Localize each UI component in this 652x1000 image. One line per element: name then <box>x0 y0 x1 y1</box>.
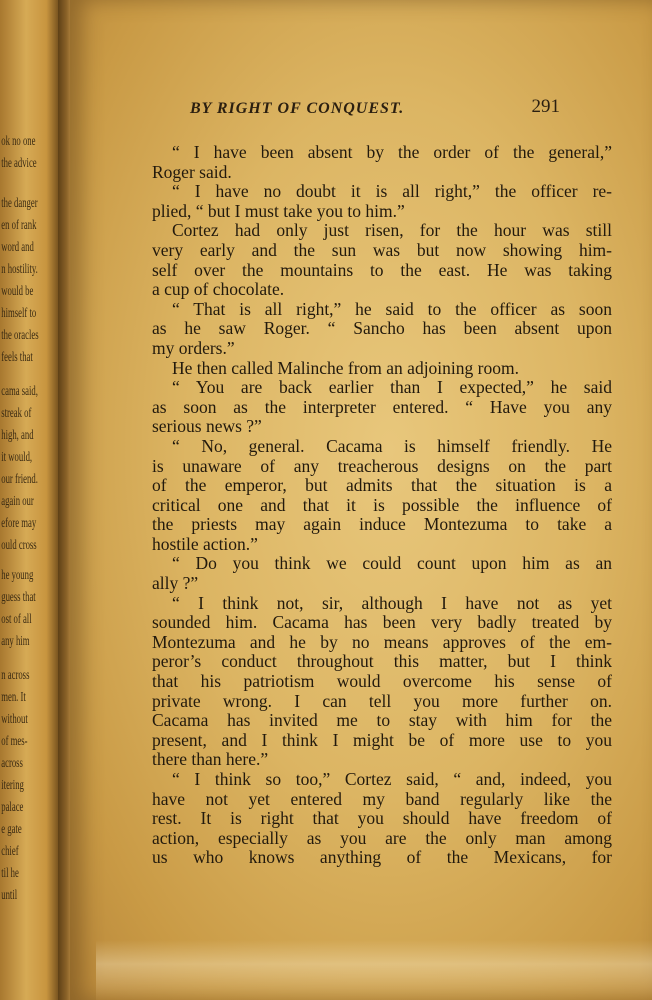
text-line: plied, “ but I must take you to him.” <box>152 201 405 221</box>
text-line: Montezuma and he by no means approves of the em- <box>152 632 612 652</box>
margin-fragment: it would, <box>1 450 33 465</box>
margin-fragment: the advice <box>1 156 37 171</box>
margin-fragment: again our <box>1 494 34 509</box>
margin-fragment: of mes- <box>1 734 28 749</box>
text-line: Roger said. <box>152 162 232 182</box>
text-line: present, and I think I might be of more use to you <box>152 730 612 750</box>
text-line: action, especially as you are the only man among <box>152 828 612 848</box>
text-line: “ That is all right,” he said to the officer as soon <box>172 299 612 319</box>
page-number: 291 <box>531 96 560 117</box>
text-line: sounded him. Cacama has been very badly treated by <box>152 613 612 633</box>
text-line: as he saw Roger. “ Sancho has been absent upon <box>152 319 612 339</box>
text-line: us who knows anything of the Mexicans, for <box>152 848 612 868</box>
margin-fragment: men. It <box>1 690 26 705</box>
text-line: my orders.” <box>152 338 235 358</box>
margin-fragment: e gate <box>1 822 22 837</box>
text-line: a cup of chocolate. <box>152 280 285 300</box>
text-line: of the emperor, but admits that the situation is a <box>152 476 612 496</box>
text-line: serious news ?” <box>152 417 262 437</box>
page-bottom-edge <box>96 940 652 1000</box>
margin-fragment: palace <box>1 800 24 815</box>
margin-fragment: high, and <box>1 428 34 443</box>
text-line: peror’s conduct throughout this matter, but I think <box>152 652 612 672</box>
margin-fragment: ost of all <box>1 612 32 627</box>
margin-fragment: feels that <box>1 350 33 365</box>
text-line: as soon as the interpreter entered. “ Have you any <box>152 397 612 417</box>
text-line: the priests may again induce Montezuma to take a <box>152 515 612 535</box>
text-line: hostile action.” <box>152 534 258 554</box>
margin-fragment: n hostility. <box>1 262 38 277</box>
text-line: have not yet entered my band regularly like the <box>152 789 612 809</box>
running-title: BY RIGHT OF CONQUEST. <box>190 100 405 117</box>
margin-fragment: streak of <box>1 406 32 421</box>
margin-fragment: the danger <box>1 196 38 211</box>
text-line: ally ?” <box>152 574 199 594</box>
text-line: “ Do you think we could count upon him as an <box>172 554 612 574</box>
margin-fragment: our friend. <box>1 472 38 487</box>
margin-fragment: efore may <box>1 516 37 531</box>
margin-fragment: would be <box>1 284 34 299</box>
left-page-margin <box>0 0 58 1000</box>
text-line: Cacama has invited me to stay with him for the <box>152 711 612 731</box>
text-line: critical one and that it is possible the influence of <box>152 495 612 515</box>
margin-fragment: en of rank <box>1 218 37 233</box>
text-line: is unaware of any treacherous designs on the part <box>152 456 612 476</box>
text-line: that his patriotism would overcome his sense of <box>152 672 612 692</box>
text-line: rest. It is right that you should have freedom of <box>152 809 612 829</box>
margin-fragment: itering <box>1 778 24 793</box>
margin-fragment: any him <box>1 634 30 649</box>
page-header <box>190 96 560 124</box>
margin-fragment: n across <box>1 668 30 683</box>
text-line: very early and the sun was but now showing him- <box>152 240 612 260</box>
margin-fragment: cama said, <box>1 384 38 399</box>
body-text <box>152 143 612 868</box>
margin-fragment: guess that <box>1 590 36 605</box>
margin-fragment: the oracles <box>1 328 39 343</box>
margin-fragment: himself to <box>1 306 37 321</box>
text-line: “ I think not, sir, although I have not as yet <box>172 593 612 613</box>
margin-fragment: without <box>1 712 28 727</box>
text-line: “ I have no doubt it is all right,” the officer re- <box>172 182 612 202</box>
margin-fragment: across <box>1 756 23 771</box>
text-line: self over the mountains to the east. He was taking <box>152 260 612 280</box>
margin-fragment: word and <box>1 240 34 255</box>
text-line: He then called Malinche from an adjoining room. <box>172 358 519 378</box>
margin-fragment: ould cross <box>1 538 37 553</box>
text-line: there than here.” <box>152 750 269 770</box>
margin-fragment: til he <box>1 866 19 881</box>
text-line: “ I have been absent by the order of the general,” <box>172 143 612 162</box>
text-line: “ You are back earlier than I expected,” he said <box>172 378 612 398</box>
text-line: Cortez had only just risen, for the hour was still <box>172 221 612 241</box>
text-line: private wrong. I can tell you more further on. <box>152 691 612 711</box>
text-line: “ No, general. Cacama is himself friendly. He <box>172 436 612 456</box>
margin-fragment: he young <box>1 568 34 583</box>
text-line: “ I think so too,” Cortez said, “ and, indeed, you <box>172 770 612 789</box>
margin-fragment: ok no one <box>1 134 36 149</box>
margin-fragment: chief <box>1 844 19 859</box>
margin-fragment: until <box>1 888 18 903</box>
